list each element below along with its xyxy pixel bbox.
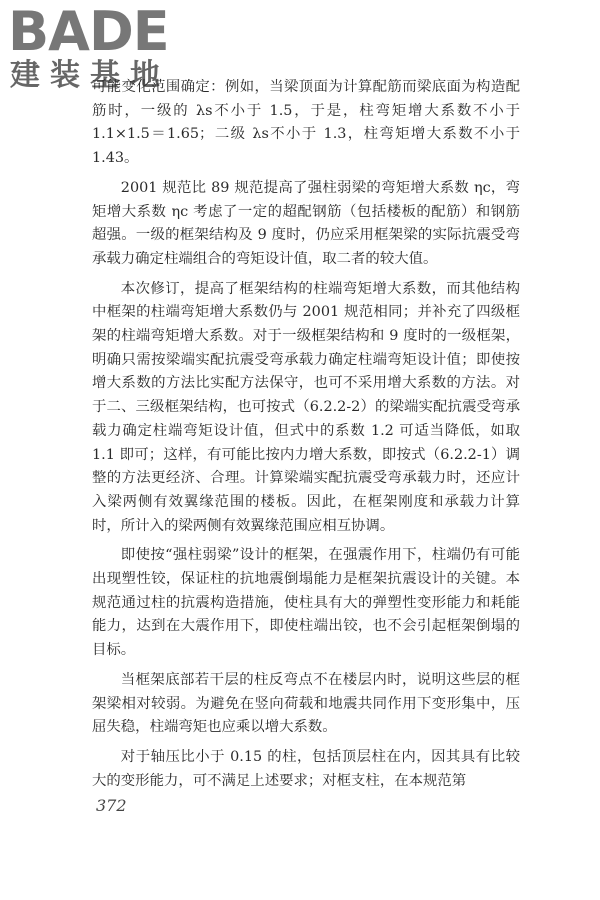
paragraph-3: 本次修订，提高了框架结构的柱端弯矩增大系数，而其他结构中框架的柱端弯矩增大系数仍与 2001 规范相同；并补充了四级框架的柱端弯矩增大系数。对于一级框架结构和 9 度时的一级框架，明确只需按梁端实配抗震受弯承载力确定柱端弯矩设计值；即使按增大系数的方法比实配方法保守，也可不采用增大系数的方法。对于二、三级框架结构，也可按式（6.2.2-2）的梁端实配抗震受弯承载力确定柱端弯矩设计值，但式中的系数 1.2 可适当降低，如取 1.1 即可；这样，有可能比按内力增大系数，即按式（6.2.2-1）调整的方法更经济、合理。计算梁端实配抗震受弯承载力时，还应计入梁两侧有效翼缘范围的楼板。因此，在框架刚度和承载力计算时，所计入的梁两侧有效翼缘范围应相互协调。 [92, 280, 520, 534]
paragraph-4: 即使按“强柱弱梁”设计的框架，在强震作用下，柱端仍有可能出现塑性铰，保证柱的抗地震倒塌能力是框架抗震设计的关键。本规范通过柱的抗震构造措施，使柱具有大的弹塑性变形能力和耗能能力，达到在大震作用下，即使柱端出铰，也不会引起框架倒塌的目标。 [92, 547, 520, 659]
document-body [92, 76, 520, 793]
paragraph-6: 对于轴压比小于 0.15 的柱，包括顶层柱在内，因其具有比较大的变形能力，可不满足上述要求；对框支柱，在本规范第 [92, 748, 520, 789]
paragraph-5: 当框架底部若干层的柱反弯点不在楼层内时，说明这些层的框架梁相对较弱。为避免在竖向荷载和地震共同作用下变形集中，压屈失稳，柱端弯矩也应乘以增大系数。 [92, 671, 520, 736]
paragraph-2: 2001 规范比 89 规范提高了强柱弱梁的弯矩增大系数 ηc，弯矩增大系数 ηc 考虑了一定的超配钢筋（包括楼板的配筋）和钢筋超强。一级的框架结构及 9 度时，仍应采用框架梁的实际抗震受弯承载力确定柱端组合的弯矩设计值，取二者的较大值。 [92, 179, 520, 267]
logo-subtitle: 建装基地 [10, 58, 170, 93]
logo-wordmark: BADE [8, 0, 169, 63]
paragraph-1: 可能变化范围确定：例如，当梁顶面为计算配筋而梁底面为构造配筋时，一级的 λs不小于 1.5，于是，柱弯矩增大系数不小于 1.1×1.5＝1.65；二级 λs不小于 1.3，柱弯矩增大系数不小于 1.43。 [92, 79, 520, 167]
page-number: 372 [96, 796, 127, 815]
